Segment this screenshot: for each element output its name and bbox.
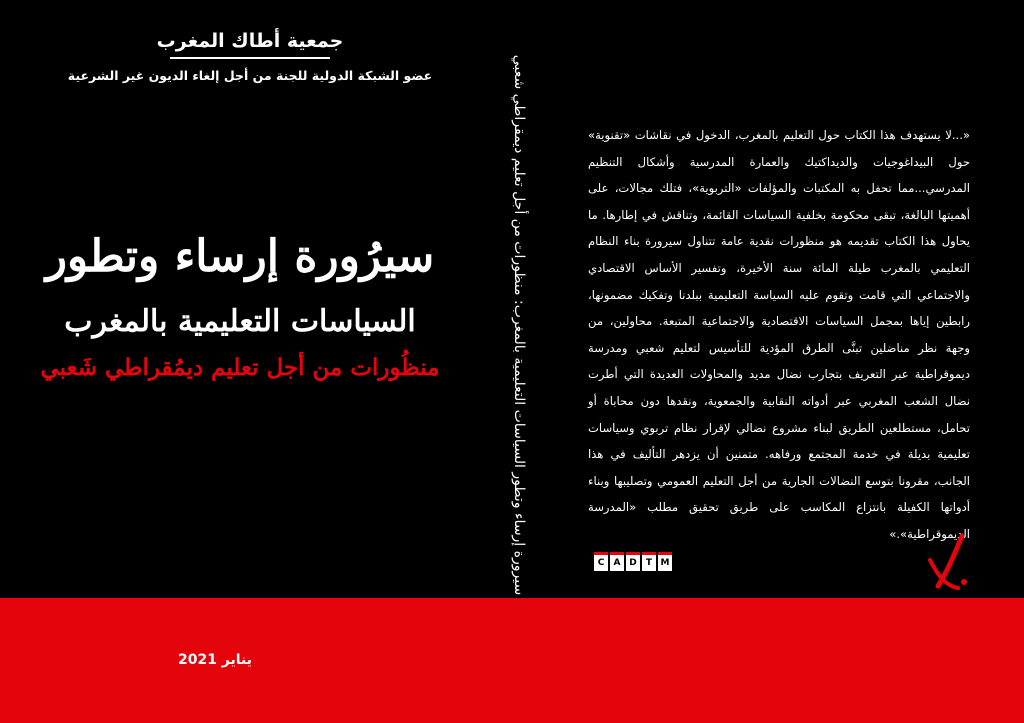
cadtm-letter: D xyxy=(626,552,640,571)
book-subtitle: منظُورات من أجل تعليم ديمُقراطي شَعبي xyxy=(40,354,440,381)
cadtm-letter: T xyxy=(642,552,656,571)
publication-date: يناير 2021 xyxy=(177,652,253,668)
back-cover-blurb: «...لا يستهدف هذا الكتاب حول التعليم بالمغرب، الدخول في نقاشات «تقنوية» حول البيداغوجيات والديداكتيك والعمارة المدرسية وأشكال التنظيم المدرسي...مما تحفل به المكتبات والمؤلفات «التربوية»، فتلك مجالات، على أهميتها البالغة، تبقى محكومة بخلفية السياسات القائمة، وتناقش في إطارها. ما يحاول هذا الكتاب تقديمه هو منظورات نقدية عامة تتناول سيرورة بناء النظام التعليمي بالمغرب طيلة المائة سنة الأخيرة، وتفسير الأساس الاقتصادي والاجتماعي التي قامت وتقوم عليه السياسة التعليمية ببلدنا وتفكيك مضمونها، رابطين إياها بمجمل السياسات الاقتصادية والاجتماعية المتبعة. محاولين، من وجهة نظر مناضلين تبنَّى الطرق المؤدية للتأسيس لتعليم شعبي ومدرسة ديموقراطية عبر التعريف بتجارب نضال مديد والمحاولات العديدة التي أطرت نضال الشعب المغربي عبر أدواته النقابية والجمعوية، ونقدها دون محاباة أو تحامل، مستطلعين الطريق لبناء مشروع نضالي لإقرار نظام تربوي وسياسات تعليمية بديلة في خدمة المجتمع ورفاهه. متمنين أن يزدهر التأليف في هذا الجانب، مقرونا بتوسع النضالات الجارية من أجل التعليم العمومي وتصليبها وبناء أدواتها الكفيلة بانتزاع المكاسب على طريق تحقيق مطلب «المدرسة الديموقراطية».» xyxy=(588,128,970,541)
publisher-underline xyxy=(170,57,330,59)
book-spine xyxy=(498,50,540,600)
no-brand-logo xyxy=(924,530,972,594)
cadtm-letter: A xyxy=(610,552,624,571)
spine-title: سيرورة إرساء وتطور السياسات التعليمية بالمغرب: منظورات من أجل تعليم ديمقراطي شعبي xyxy=(511,54,527,596)
cadtm-letter: C xyxy=(594,552,608,571)
book-title-line2: السياسات التعليمية بالمغرب xyxy=(64,304,416,339)
front-titles xyxy=(20,222,460,388)
cadtm-logo xyxy=(594,552,672,571)
book-title-line1: سيرُورة إرساء وتطور xyxy=(45,231,435,282)
cadtm-letter: M xyxy=(658,552,672,571)
publisher-header xyxy=(40,28,460,85)
publisher-name: جمعية أطاك المغرب xyxy=(156,30,344,52)
publisher-membership: عضو الشبكة الدولية للجنة من أجل إلغاء الديون غير الشرعية xyxy=(67,68,433,83)
